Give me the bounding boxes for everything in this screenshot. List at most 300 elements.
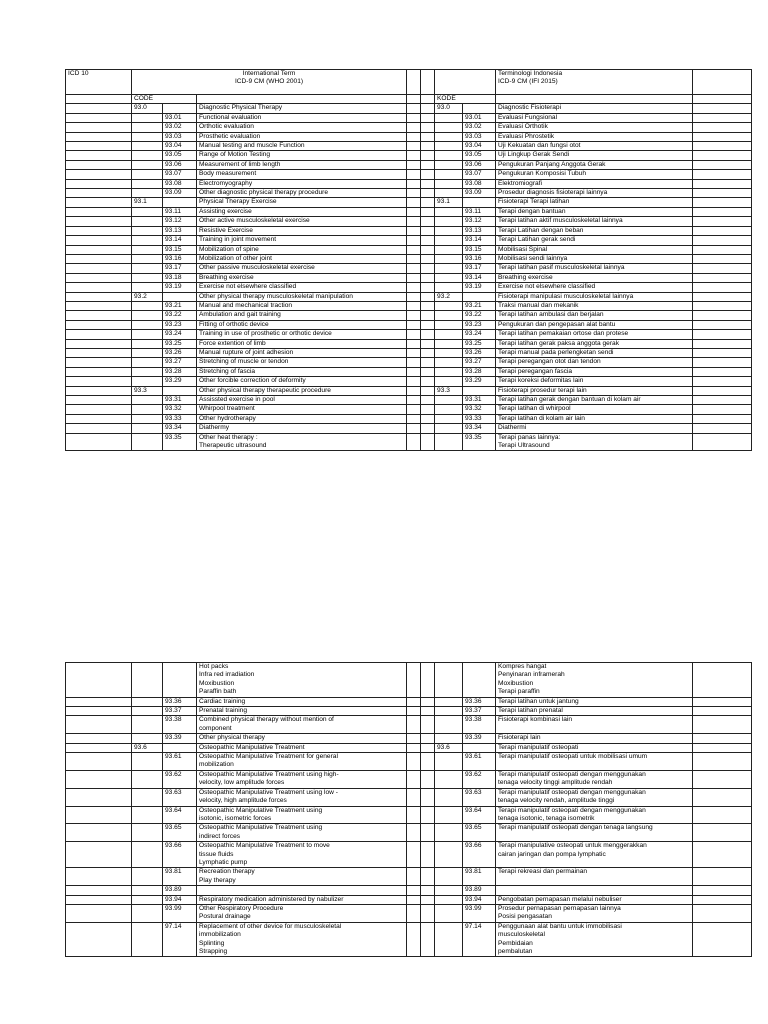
indonesian-term-cell: Traksi manual dan mekanik bbox=[496, 301, 693, 310]
blank-cell bbox=[693, 113, 752, 122]
table-body-page-1 bbox=[66, 104, 752, 451]
indonesian-term-cell: Uji Kekuatan dan fungsi otot bbox=[496, 142, 693, 151]
group-code-cell bbox=[132, 226, 163, 235]
group-code-cell bbox=[132, 895, 163, 904]
sub-code-cell: 93.17 bbox=[163, 264, 197, 273]
sub-code-cell: 93.13 bbox=[163, 226, 197, 235]
sub-code-cell: 93.08 bbox=[163, 179, 197, 188]
indonesian-term-cell: Terapi manipulatif osteopati dengan menggunakan tenaga velocity rendah, amplitude tinggi bbox=[496, 788, 693, 806]
sub-code-cell bbox=[163, 386, 197, 395]
table-row bbox=[66, 824, 752, 842]
english-term-cell: Assissted exercise in pool bbox=[197, 396, 407, 405]
kode-group-cell bbox=[435, 433, 463, 451]
table-row bbox=[66, 236, 752, 245]
blank-cell bbox=[693, 414, 752, 423]
kode-sub-cell: 93.15 bbox=[463, 245, 496, 254]
table-row bbox=[66, 396, 752, 405]
blank-cell bbox=[407, 207, 421, 216]
blank-cell bbox=[407, 113, 421, 122]
blank-cell bbox=[407, 824, 421, 842]
indonesian-term-cell: Evaluasi Fungsional bbox=[496, 113, 693, 122]
indonesian-term-cell: Prosedur diagnosis fisioterapi lainnya bbox=[496, 189, 693, 198]
blank-cell bbox=[407, 160, 421, 169]
blank-cell bbox=[66, 842, 132, 868]
blank-cell bbox=[693, 716, 752, 734]
group-code-cell bbox=[132, 367, 163, 376]
sub-code-cell: 93.12 bbox=[163, 217, 197, 226]
indonesian-term-cell: Pengobatan pernapasan melalui nebuliser bbox=[496, 895, 693, 904]
kode-group-cell bbox=[435, 179, 463, 188]
group-code-cell bbox=[132, 113, 163, 122]
table-row bbox=[66, 132, 752, 141]
indonesian-term-cell: Fisioterapi Terapi latihan bbox=[496, 198, 693, 207]
group-code-cell bbox=[132, 842, 163, 868]
blank-cell bbox=[693, 198, 752, 207]
blank-cell bbox=[407, 236, 421, 245]
kode-group-cell bbox=[435, 170, 463, 179]
table-row bbox=[66, 311, 752, 320]
kode-sub-cell bbox=[463, 292, 496, 301]
blank-cell bbox=[421, 160, 435, 169]
blank-cell bbox=[693, 396, 752, 405]
table-row bbox=[66, 217, 752, 226]
sub-code-cell: 93.99 bbox=[163, 904, 197, 922]
table-row bbox=[66, 386, 752, 395]
sub-code-cell: 93.27 bbox=[163, 358, 197, 367]
kode-sub-cell: 93.63 bbox=[463, 788, 496, 806]
blank-cell bbox=[407, 245, 421, 254]
kode-sub-cell: 93.34 bbox=[463, 424, 496, 433]
kode-group-cell bbox=[435, 151, 463, 160]
english-term-cell: Stretching of muscle or tendon bbox=[197, 358, 407, 367]
blank-cell bbox=[407, 806, 421, 824]
table-row bbox=[66, 707, 752, 716]
group-code-cell bbox=[132, 264, 163, 273]
english-term-cell: Manual and mechanical traction bbox=[197, 301, 407, 310]
blank-cell bbox=[421, 895, 435, 904]
blank-cell bbox=[66, 886, 132, 895]
sub-code-cell: 93.61 bbox=[163, 753, 197, 771]
kode-sub-cell: 93.99 bbox=[463, 904, 496, 922]
sub-code-cell bbox=[163, 198, 197, 207]
blank-cell bbox=[66, 904, 132, 922]
table-row bbox=[66, 245, 752, 254]
kode-group-cell bbox=[435, 273, 463, 282]
group-code-cell bbox=[132, 414, 163, 423]
group-code-cell bbox=[132, 922, 163, 957]
blank-cell bbox=[66, 320, 132, 329]
header-row bbox=[66, 70, 752, 95]
sub-code-cell: 93.15 bbox=[163, 245, 197, 254]
kode-group-cell bbox=[435, 922, 463, 957]
blank-cell bbox=[421, 311, 435, 320]
kode-sub-cell: 93.07 bbox=[463, 170, 496, 179]
blank-cell bbox=[693, 697, 752, 706]
blank-cell bbox=[693, 358, 752, 367]
blank-cell bbox=[421, 386, 435, 395]
sub-code-cell: 93.19 bbox=[163, 283, 197, 292]
blank-cell bbox=[407, 788, 421, 806]
blank-cell bbox=[66, 734, 132, 743]
blank-cell bbox=[421, 697, 435, 706]
indonesian-term-cell: Terapi latihan prenatal bbox=[496, 707, 693, 716]
english-term-cell: Diagnostic Physical Therapy bbox=[197, 104, 407, 113]
sub-code-cell: 93.01 bbox=[163, 113, 197, 122]
blank-cell bbox=[693, 217, 752, 226]
kode-sub-cell: 93.19 bbox=[463, 283, 496, 292]
indonesian-term-cell: Breathing exercise bbox=[496, 273, 693, 282]
blank-cell bbox=[407, 264, 421, 273]
kode-group-cell bbox=[435, 663, 463, 698]
blank-cell bbox=[66, 273, 132, 282]
kode-group-cell: 93.3 bbox=[435, 386, 463, 395]
sub-code-cell: 93.62 bbox=[163, 770, 197, 788]
table-row bbox=[66, 433, 752, 451]
indonesian-term-cell: Terapi manipulatif osteopati dengan menggunakan tenaga velocity tinggi amplitude rendah bbox=[496, 770, 693, 788]
english-term-cell: Other physical therapy therapeutic procedure bbox=[197, 386, 407, 395]
group-code-cell bbox=[132, 348, 163, 357]
blank-cell bbox=[421, 377, 435, 386]
blank-cell bbox=[421, 770, 435, 788]
table-row bbox=[66, 414, 752, 423]
blank-cell bbox=[66, 132, 132, 141]
sub-code-cell: 93.05 bbox=[163, 151, 197, 160]
indonesian-term-cell: Mobilisasi sendi lainnya bbox=[496, 254, 693, 263]
blank-cell bbox=[407, 405, 421, 414]
english-term-cell: Osteopathic Manipulative Treatment using isotonic, isometric forces bbox=[197, 806, 407, 824]
blank-cell bbox=[421, 904, 435, 922]
code-label-row bbox=[66, 95, 752, 104]
table-row bbox=[66, 264, 752, 273]
sub-code-cell: 93.09 bbox=[163, 189, 197, 198]
blank-cell bbox=[693, 824, 752, 842]
indonesian-term-cell: Prosedur pernapasan pernapasan lainnya Posisi pengasatan bbox=[496, 904, 693, 922]
blank-cell bbox=[693, 734, 752, 743]
group-code-cell bbox=[132, 707, 163, 716]
english-term-cell: Manual rupture of joint adhesion bbox=[197, 348, 407, 357]
kode-group-cell bbox=[435, 283, 463, 292]
blank-cell bbox=[693, 886, 752, 895]
blank-cell bbox=[693, 264, 752, 273]
blank-cell bbox=[421, 707, 435, 716]
blank-cell bbox=[66, 151, 132, 160]
kode-sub-cell: 93.36 bbox=[463, 697, 496, 706]
table-row bbox=[66, 113, 752, 122]
table-row bbox=[66, 734, 752, 743]
table-row bbox=[66, 207, 752, 216]
blank-cell bbox=[421, 663, 435, 698]
blank-cell bbox=[421, 179, 435, 188]
group-code-cell bbox=[132, 405, 163, 414]
group-code-cell bbox=[132, 868, 163, 886]
english-term-cell: Other hydrotherapy bbox=[197, 414, 407, 423]
table-row bbox=[66, 922, 752, 957]
kode-sub-cell: 93.13 bbox=[463, 226, 496, 235]
kode-sub-cell: 93.64 bbox=[463, 806, 496, 824]
indonesian-term-cell: Terapi manipulatif osteopati untuk mobilisasi umum bbox=[496, 753, 693, 771]
kode-sub-cell: 93.04 bbox=[463, 142, 496, 151]
kode-sub-cell: 93.14 bbox=[463, 273, 496, 282]
kode-sub-cell: 93.02 bbox=[463, 123, 496, 132]
english-term-cell: Osteopathic Manipulative Treatment to move tissue fluids Lymphatic pump bbox=[197, 842, 407, 868]
indonesian-term-cell: Terapi manipulatif osteopati dengan tenaga langsung bbox=[496, 824, 693, 842]
blank-cell bbox=[421, 198, 435, 207]
english-term-cell: Mobilization of spine bbox=[197, 245, 407, 254]
blank-cell bbox=[421, 753, 435, 771]
group-code-cell bbox=[132, 245, 163, 254]
blank-cell bbox=[421, 868, 435, 886]
sub-code-cell: 93.32 bbox=[163, 405, 197, 414]
group-code-cell bbox=[132, 170, 163, 179]
blank-cell bbox=[407, 886, 421, 895]
blank-cell bbox=[66, 697, 132, 706]
kode-sub-cell bbox=[463, 743, 496, 752]
table-row bbox=[66, 770, 752, 788]
kode-sub-cell: 93.32 bbox=[463, 405, 496, 414]
english-term-cell: Resistive Exercise bbox=[197, 226, 407, 235]
sub-code-cell: 93.06 bbox=[163, 160, 197, 169]
indonesian-term-cell: Terapi latihan pasif musculoskeletal lainnya bbox=[496, 264, 693, 273]
english-term-cell: Other physical therapy musculoskeletal manipulation bbox=[197, 292, 407, 301]
sub-code-cell: 93.04 bbox=[163, 142, 197, 151]
indonesian-term-cell: Pengukuran Komposisi Tubuh bbox=[496, 170, 693, 179]
table-row bbox=[66, 320, 752, 329]
kode-group-cell bbox=[435, 770, 463, 788]
kode-sub-cell: 93.29 bbox=[463, 377, 496, 386]
blank-cell bbox=[693, 405, 752, 414]
english-term-cell: Diathermy bbox=[197, 424, 407, 433]
english-term-cell: Mobilization of other joint bbox=[197, 254, 407, 263]
blank-cell bbox=[66, 663, 132, 698]
english-term-cell: Manual testing and muscle Function bbox=[197, 142, 407, 151]
kode-sub-cell: 93.81 bbox=[463, 868, 496, 886]
blank-cell bbox=[693, 207, 752, 216]
group-code-cell bbox=[132, 716, 163, 734]
blank-cell bbox=[66, 104, 132, 113]
kode-group-cell bbox=[435, 904, 463, 922]
blank-cell bbox=[66, 405, 132, 414]
kode-group-cell bbox=[435, 348, 463, 357]
indonesian-term-cell: Terapi Latihan dengan beban bbox=[496, 226, 693, 235]
group-code-cell bbox=[132, 142, 163, 151]
blank-cell bbox=[66, 330, 132, 339]
blank-cell bbox=[421, 367, 435, 376]
kode-group-cell bbox=[435, 753, 463, 771]
sub-code-cell: 93.89 bbox=[163, 886, 197, 895]
blank-cell bbox=[421, 348, 435, 357]
english-term-cell: Ambulation and gait training bbox=[197, 311, 407, 320]
kode-sub-cell: 93.27 bbox=[463, 358, 496, 367]
blank-cell bbox=[693, 292, 752, 301]
english-term-cell: Other heat therapy : Therapeutic ultrasound bbox=[197, 433, 407, 451]
kode-group-cell bbox=[435, 160, 463, 169]
blank-cell bbox=[421, 123, 435, 132]
blank-cell bbox=[407, 198, 421, 207]
indonesian-term-cell: Fisioterapi manipulasi musculoskeletal lainnya bbox=[496, 292, 693, 301]
kode-sub-cell: 93.35 bbox=[463, 433, 496, 451]
sub-code-cell: 93.26 bbox=[163, 348, 197, 357]
kode-group-cell bbox=[435, 320, 463, 329]
sub-code-cell: 93.65 bbox=[163, 824, 197, 842]
kode-group-cell bbox=[435, 788, 463, 806]
sub-code-cell: 93.81 bbox=[163, 868, 197, 886]
kode-group-cell bbox=[435, 414, 463, 423]
sub-code-cell: 93.38 bbox=[163, 716, 197, 734]
indonesian-term-cell: Terapi latihan gerak paksa anggota gerak bbox=[496, 339, 693, 348]
blank-cell bbox=[407, 226, 421, 235]
blank-cell bbox=[66, 824, 132, 842]
sub-code-cell: 93.23 bbox=[163, 320, 197, 329]
blank-cell bbox=[66, 753, 132, 771]
table-row bbox=[66, 788, 752, 806]
blank-cell bbox=[66, 264, 132, 273]
blank-cell bbox=[693, 142, 752, 151]
indonesian-term-cell: Terapi manipulative osteopati untuk menggerakkan cairan jaringan dan pompa lymphatic bbox=[496, 842, 693, 868]
blank-cell bbox=[66, 301, 132, 310]
english-term-cell: Orthotic evaluation bbox=[197, 123, 407, 132]
group-code-cell bbox=[132, 396, 163, 405]
blank-cell bbox=[407, 254, 421, 263]
table-row bbox=[66, 160, 752, 169]
group-code-cell bbox=[132, 886, 163, 895]
blank-cell bbox=[693, 301, 752, 310]
english-term-cell: Osteopathic Manipulative Treatment using high- velocity, low amplitude forces bbox=[197, 770, 407, 788]
blank-cell bbox=[693, 160, 752, 169]
kode-group-cell bbox=[435, 396, 463, 405]
blank-cell bbox=[407, 904, 421, 922]
indonesian-term-cell: Diagnostic Fisioterapi bbox=[496, 104, 693, 113]
english-term-cell: Force extention of limb bbox=[197, 339, 407, 348]
indonesian-term-cell: Fisioterapi prosedur terapi lain bbox=[496, 386, 693, 395]
indonesian-term-cell: Evaluasi Phrostetik bbox=[496, 132, 693, 141]
blank-cell bbox=[407, 753, 421, 771]
group-code-cell bbox=[132, 806, 163, 824]
table-row bbox=[66, 895, 752, 904]
group-code-cell bbox=[132, 273, 163, 282]
group-code-cell bbox=[132, 339, 163, 348]
blank-cell bbox=[421, 226, 435, 235]
kode-sub-cell: 93.05 bbox=[463, 151, 496, 160]
blank-cell bbox=[407, 377, 421, 386]
blank-cell bbox=[693, 339, 752, 348]
blank-cell bbox=[421, 922, 435, 957]
blank-cell bbox=[66, 743, 132, 752]
kode-sub-cell: 93.24 bbox=[463, 330, 496, 339]
sub-code-cell: 93.94 bbox=[163, 895, 197, 904]
kode-sub-cell: 93.08 bbox=[463, 179, 496, 188]
blank-cell bbox=[407, 424, 421, 433]
blank-cell bbox=[421, 339, 435, 348]
indonesian-term-cell: Terapi manual pada perlengketan sendi bbox=[496, 348, 693, 357]
blank-cell bbox=[421, 405, 435, 414]
blank-cell bbox=[693, 868, 752, 886]
sub-code-cell: 93.21 bbox=[163, 301, 197, 310]
table-row bbox=[66, 743, 752, 752]
blank-cell bbox=[693, 320, 752, 329]
sub-code-cell: 93.07 bbox=[163, 170, 197, 179]
blank-cell bbox=[421, 414, 435, 423]
table-row bbox=[66, 716, 752, 734]
kode-group-cell bbox=[435, 734, 463, 743]
blank-cell bbox=[407, 301, 421, 310]
blank-cell bbox=[407, 396, 421, 405]
indonesian-term-cell: Terapi manipulatif osteopati bbox=[496, 743, 693, 752]
kode-sub-cell: 93.61 bbox=[463, 753, 496, 771]
group-code-cell bbox=[132, 663, 163, 698]
blank-cell bbox=[407, 868, 421, 886]
indonesian-term-cell: Terapi manipulatif osteopati dengan menggunakan tenaga isotonic, tenaga isometrik bbox=[496, 806, 693, 824]
indonesian-term-cell: Terapi latihan aktif musculoskeletal lainnya bbox=[496, 217, 693, 226]
kode-sub-cell bbox=[463, 386, 496, 395]
english-term-cell: Fitting of orthotic device bbox=[197, 320, 407, 329]
table-row bbox=[66, 868, 752, 886]
table-row bbox=[66, 348, 752, 357]
blank-cell bbox=[66, 170, 132, 179]
kode-sub-cell: 93.33 bbox=[463, 414, 496, 423]
indonesian-term-cell: Kompres hangat Penyinaran inframerah Moxibustion Terapi paraffin bbox=[496, 663, 693, 698]
group-code-cell bbox=[132, 330, 163, 339]
table-body-page-2 bbox=[66, 663, 752, 957]
blank-cell bbox=[407, 189, 421, 198]
group-code-cell bbox=[132, 433, 163, 451]
indonesian-term-cell: Terapi dengan bantuan bbox=[496, 207, 693, 216]
english-term-cell: Combined physical therapy without mention of component bbox=[197, 716, 407, 734]
kode-group-cell: 93.2 bbox=[435, 292, 463, 301]
indonesian-term-cell: Terapi koreksi deformitas lain bbox=[496, 377, 693, 386]
table-row bbox=[66, 123, 752, 132]
blank-cell bbox=[407, 348, 421, 357]
blank-cell bbox=[693, 330, 752, 339]
blank-cell bbox=[66, 142, 132, 151]
english-term-cell bbox=[197, 886, 407, 895]
blank-cell bbox=[421, 170, 435, 179]
blank-cell bbox=[421, 217, 435, 226]
group-code-cell bbox=[132, 217, 163, 226]
blank-cell bbox=[407, 151, 421, 160]
blank-cell bbox=[66, 806, 132, 824]
blank-cell bbox=[693, 245, 752, 254]
blank-cell bbox=[407, 283, 421, 292]
kode-group-cell bbox=[435, 189, 463, 198]
english-term-cell: Physical Therapy Exercise bbox=[197, 198, 407, 207]
blank-cell bbox=[407, 922, 421, 957]
table-row bbox=[66, 904, 752, 922]
english-term-cell: Training in joint movement bbox=[197, 236, 407, 245]
english-term-cell: Stretching of fascia bbox=[197, 367, 407, 376]
group-code-cell bbox=[132, 753, 163, 771]
indonesian-term-cell: Terapi rekreasi dan permainan bbox=[496, 868, 693, 886]
blank-cell bbox=[421, 207, 435, 216]
table-row bbox=[66, 189, 752, 198]
indonesian-term-cell: Terapi latihan gerak dengan bantuan di kolam air bbox=[496, 396, 693, 405]
blank-cell bbox=[66, 179, 132, 188]
kode-sub-cell: 93.23 bbox=[463, 320, 496, 329]
table-row bbox=[66, 697, 752, 706]
blank-cell bbox=[693, 104, 752, 113]
indonesian-term-cell: Uji Lingkup Gerak Sendi bbox=[496, 151, 693, 160]
blank-cell bbox=[421, 264, 435, 273]
kode-group-cell bbox=[435, 886, 463, 895]
kode-sub-cell: 93.12 bbox=[463, 217, 496, 226]
table-row bbox=[66, 198, 752, 207]
blank-cell bbox=[693, 753, 752, 771]
group-code-cell bbox=[132, 301, 163, 310]
table-row bbox=[66, 254, 752, 263]
blank-cell bbox=[407, 358, 421, 367]
indonesian-term-cell: Evaluasi Orthotik bbox=[496, 123, 693, 132]
kode-sub-cell: 93.03 bbox=[463, 132, 496, 141]
indonesian-term-cell: Terapi latihan di whirpool bbox=[496, 405, 693, 414]
